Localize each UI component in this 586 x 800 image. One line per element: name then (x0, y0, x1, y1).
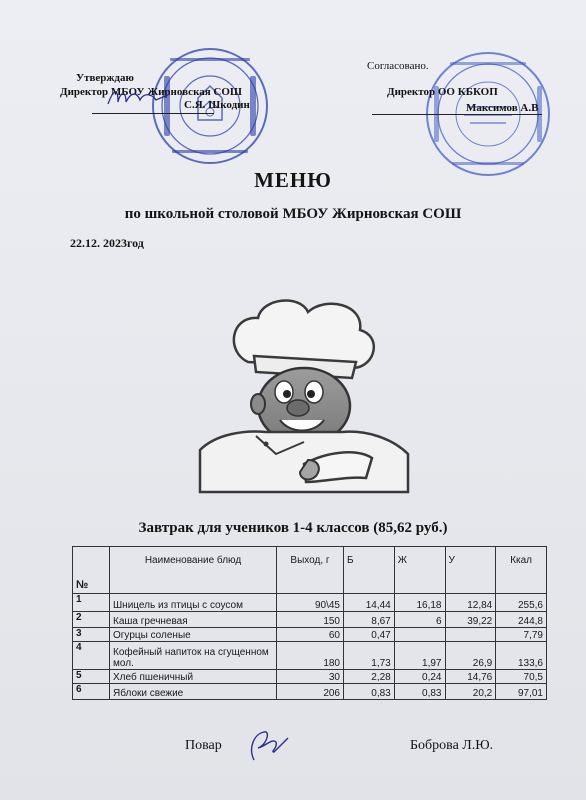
dish-output: 60 (277, 628, 344, 642)
cook-label: Повар (185, 738, 222, 753)
signature-line-left (92, 113, 214, 114)
dish-protein: 8,67 (344, 612, 395, 628)
chef-illustration-icon (196, 292, 412, 496)
dish-protein: 0,83 (344, 684, 395, 700)
dish-carbs: 39,22 (445, 612, 496, 628)
dish-fat: 1,97 (394, 642, 445, 670)
dish-fat: 6 (394, 612, 445, 628)
row-number: 2 (73, 612, 110, 628)
dish-carbs: 12,84 (445, 594, 496, 612)
cook-name: Боброва Л.Ю. (410, 738, 494, 753)
dish-fat: 0,83 (394, 684, 445, 700)
row-number: 4 (73, 642, 110, 670)
dish-fat: 0,24 (394, 670, 445, 684)
row-number: 6 (73, 684, 110, 700)
dish-protein: 14,44 (344, 594, 395, 612)
table-header-row (73, 547, 547, 594)
row-number: 1 (73, 594, 110, 612)
dish-carbs (445, 628, 496, 642)
dish-output: 150 (277, 612, 344, 628)
dish-output: 206 (277, 684, 344, 700)
dish-output: 180 (277, 642, 344, 670)
dish-kcal: 255,6 (496, 594, 547, 612)
dish-name: Огурцы соленые (110, 628, 277, 642)
dish-name: Шницель из птицы с соусом (110, 594, 277, 612)
header-kcal: Ккал (496, 547, 547, 594)
header-protein: Б (344, 547, 395, 594)
table-row (73, 642, 547, 670)
approval-right-line1: Согласовано. (367, 60, 429, 72)
dish-name: Яблоки свежие (110, 684, 277, 700)
dish-kcal: 7,79 (496, 628, 547, 642)
dish-kcal: 244,8 (496, 612, 547, 628)
dish-output: 90\45 (277, 594, 344, 612)
table-row (73, 594, 547, 612)
dish-kcal: 97,01 (496, 684, 547, 700)
dish-protein: 0,47 (344, 628, 395, 642)
table-row (73, 670, 547, 684)
header-output: Выход, г (277, 547, 344, 594)
table-row (73, 628, 547, 642)
header-carbs: У (445, 547, 496, 594)
approval-left-line3: С.Я. Шкодин (184, 99, 250, 111)
meal-heading: Завтрак для учеников 1-4 классов (85,62 руб.) (138, 520, 448, 536)
header-num: № (73, 547, 110, 594)
page-subtitle: по школьной столовой МБОУ Жирновская СОШ (124, 206, 462, 222)
dish-name: Хлеб пшеничный (110, 670, 277, 684)
approval-right-line2: Директор ОО КБКОП (387, 86, 498, 98)
dish-name: Кофейный напиток на сгущенном мол. (110, 642, 277, 670)
dish-kcal: 133,6 (496, 642, 547, 670)
page-title: МЕНЮ (254, 168, 332, 192)
table-row (73, 684, 547, 700)
approval-left-line1: Утверждаю (76, 72, 134, 84)
approval-left-line2: Директор МБОУ Жирновская СОШ (60, 86, 243, 98)
dish-fat: 16,18 (394, 594, 445, 612)
table-row (73, 612, 547, 628)
dish-kcal: 70,5 (496, 670, 547, 684)
dish-name: Каша гречневая (110, 612, 277, 628)
row-number: 3 (73, 628, 110, 642)
row-number: 5 (73, 670, 110, 684)
header-fat: Ж (394, 547, 445, 594)
header-dish-name: Наименование блюд (110, 547, 277, 594)
approval-right-line3: Максимов А.В (466, 102, 539, 114)
dish-protein: 1,73 (344, 642, 395, 670)
signature-cook-icon (240, 726, 300, 766)
dish-fat (394, 628, 445, 642)
dish-output: 30 (277, 670, 344, 684)
dish-carbs: 14,76 (445, 670, 496, 684)
signature-line-right (372, 114, 542, 115)
menu-date: 22.12. 2023год (70, 236, 144, 250)
dish-protein: 2,28 (344, 670, 395, 684)
dish-carbs: 20,2 (445, 684, 496, 700)
signature-left-icon (104, 84, 174, 110)
menu-table (72, 546, 547, 700)
dish-carbs: 26,9 (445, 642, 496, 670)
